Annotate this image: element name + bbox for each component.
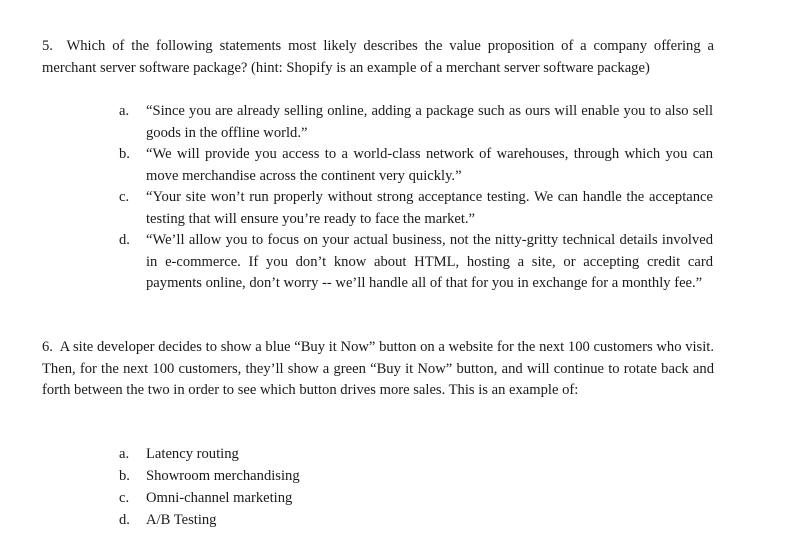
question-6-option-c <box>0 487 803 509</box>
question-6-option-a <box>0 443 803 465</box>
option-text: A/B Testing <box>146 512 217 528</box>
question-5-option-c <box>0 187 803 230</box>
option-text: Showroom merchandising <box>146 468 300 484</box>
option-letter: c. <box>119 490 130 506</box>
option-text: “Your site won’t run properly without strong acceptance testing. We can handle the acceptance testing that will ensure you’re ready to face the market.” <box>146 189 713 227</box>
question-5-number: 5. <box>42 38 53 54</box>
question-6-option-d <box>0 509 803 531</box>
question-5-option-d <box>0 230 803 295</box>
question-5-option-b <box>0 144 803 187</box>
option-text: “We’ll allow you to focus on your actual business, not the nitty-gritty technical details involved in e-commerce. If you don’t know about HTML, hosting a site, or accepting credit card payments online, don’t worry -- we’ll handle all of that for you in exchange for a monthly fee.” <box>146 232 713 291</box>
question-6-option-b <box>0 465 803 487</box>
question-5-stem <box>42 36 714 79</box>
question-5-options <box>0 101 803 295</box>
option-letter: d. <box>119 512 130 528</box>
question-5-text: Which of the following statements most likely describes the value proposition of a company offering a merchant server software package? (hint: Shopify is an example of a merchant server software package) <box>42 38 714 76</box>
question-6-stem <box>42 337 714 402</box>
option-letter: c. <box>119 189 130 205</box>
option-letter: b. <box>119 468 130 484</box>
option-text: “Since you are already selling online, adding a package such as ours will enable you to also sell goods in the offline world.” <box>146 103 713 141</box>
option-text: Latency routing <box>146 446 239 462</box>
option-letter: b. <box>119 146 130 162</box>
question-6-options <box>0 443 803 531</box>
option-text: Omni-channel marketing <box>146 490 293 506</box>
question-5-option-a <box>0 101 803 144</box>
question-6-number: 6. <box>42 339 53 355</box>
option-letter: a. <box>119 446 130 462</box>
question-6-text: A site developer decides to show a blue “Buy it Now” button on a website for the next 100 customers who visit. Then, for the next 100 customers, they’ll show a green “Buy it Now” button, and will continue to rotate back and forth between the two in order to see which button drives more sales. This is an example of: <box>42 339 714 398</box>
option-letter: d. <box>119 232 130 248</box>
option-letter: a. <box>119 103 130 119</box>
option-text: “We will provide you access to a world-class network of warehouses, through which you can move merchandise across the continent very quickly.” <box>146 146 713 184</box>
